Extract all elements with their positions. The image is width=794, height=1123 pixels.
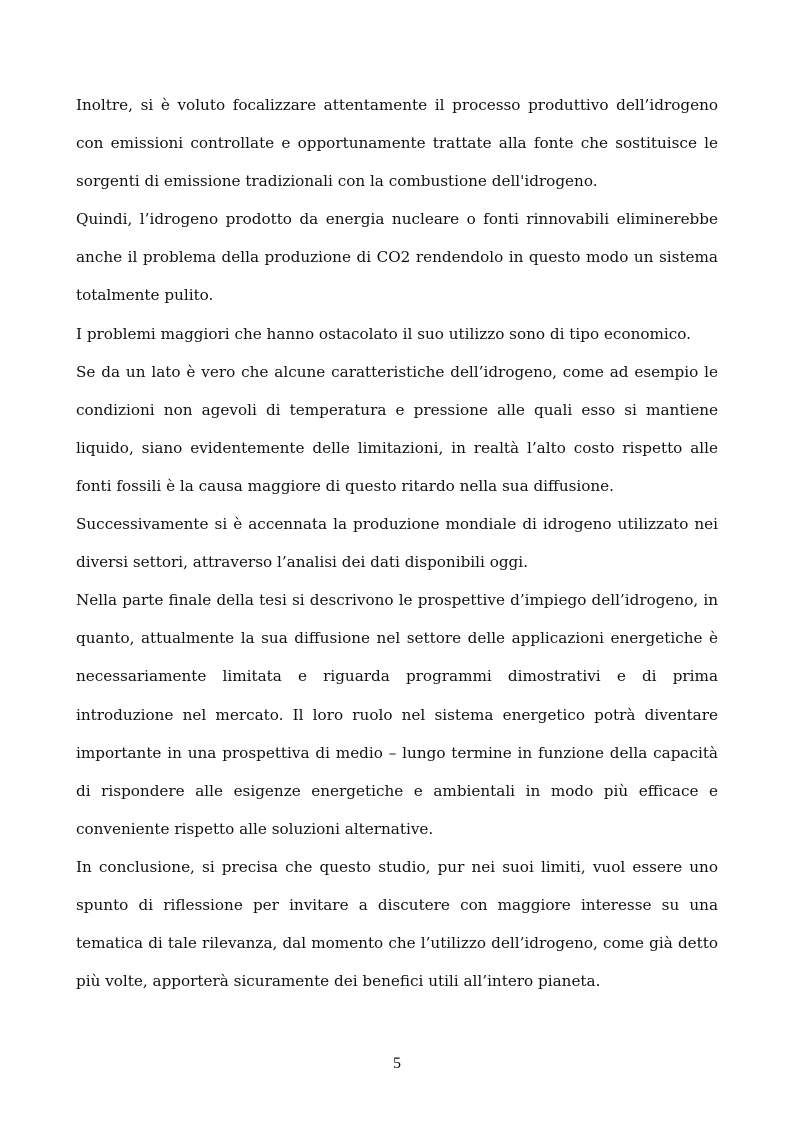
- body-text: [76, 86, 718, 1000]
- paragraph-limitations-and-cost: Se da un lato è vero che alcune caratteristiche dell’idrogeno, come ad esempio le condizioni non agevoli di temperatura e pressione alle quali esso si mantiene liquido, siano evidentemente delle limitazioni, in realtà l’alto costo rispetto alle fonti fossili è la causa maggiore di questo ritardo nella sua diffusione.: [76, 362, 718, 495]
- paragraph-economic-problems: I problemi maggiori che hanno ostacolato il suo utilizzo sono di tipo economico.: [76, 324, 691, 343]
- page-number: 5: [393, 1055, 401, 1072]
- paragraph-conclusion: In conclusione, si precisa che questo studio, pur nei suoi limiti, vuol essere uno spunto di riflessione per invitare a discutere con maggiore interesse su una tematica di tale rilevanza, dal momento che l’utilizzo dell’idrogeno, come già detto più volte, apporterà sicuramente dei benefici utili all’intero pianeta.: [76, 857, 718, 991]
- paragraph-clean-system: Quindi, l’idrogeno prodotto da energia nucleare o fonti rinnovabili eliminerebbe anche il problema della produzione di CO2 rendendolo in questo modo un sistema totalmente pulito.: [76, 210, 718, 305]
- paragraph-hydrogen-production-process: Inoltre, si è voluto focalizzare attentamente il processo produttivo dell’idrogeno con emissioni controllate e opportunamente trattate alla fonte che sostituisce le sorgenti di emissione tradizionali con la combustione dell'idrogeno.: [76, 96, 718, 191]
- paragraph-world-production: Successivamente si è accennata la produzione mondiale di idrogeno utilizzato nei diversi settori, attraverso l’analisi dei dati disponibili oggi.: [76, 515, 718, 572]
- paragraph-future-prospects: Nella parte finale della tesi si descrivono le prospettive d’impiego dell’idrogeno, in quanto, attualmente la sua diffusione nel settore delle applicazioni energetiche è necessariamente limitata e riguarda programmi dimostrativi e di prima introduzione nel mercato. Il loro ruolo nel sistema energetico potrà diventare importante in una prospettiva di medio – lungo termine in funzione della capacità di rispondere alle esigenze energetiche e ambientali in modo più efficace e conveniente rispetto alle soluzioni alternative.: [76, 591, 718, 838]
